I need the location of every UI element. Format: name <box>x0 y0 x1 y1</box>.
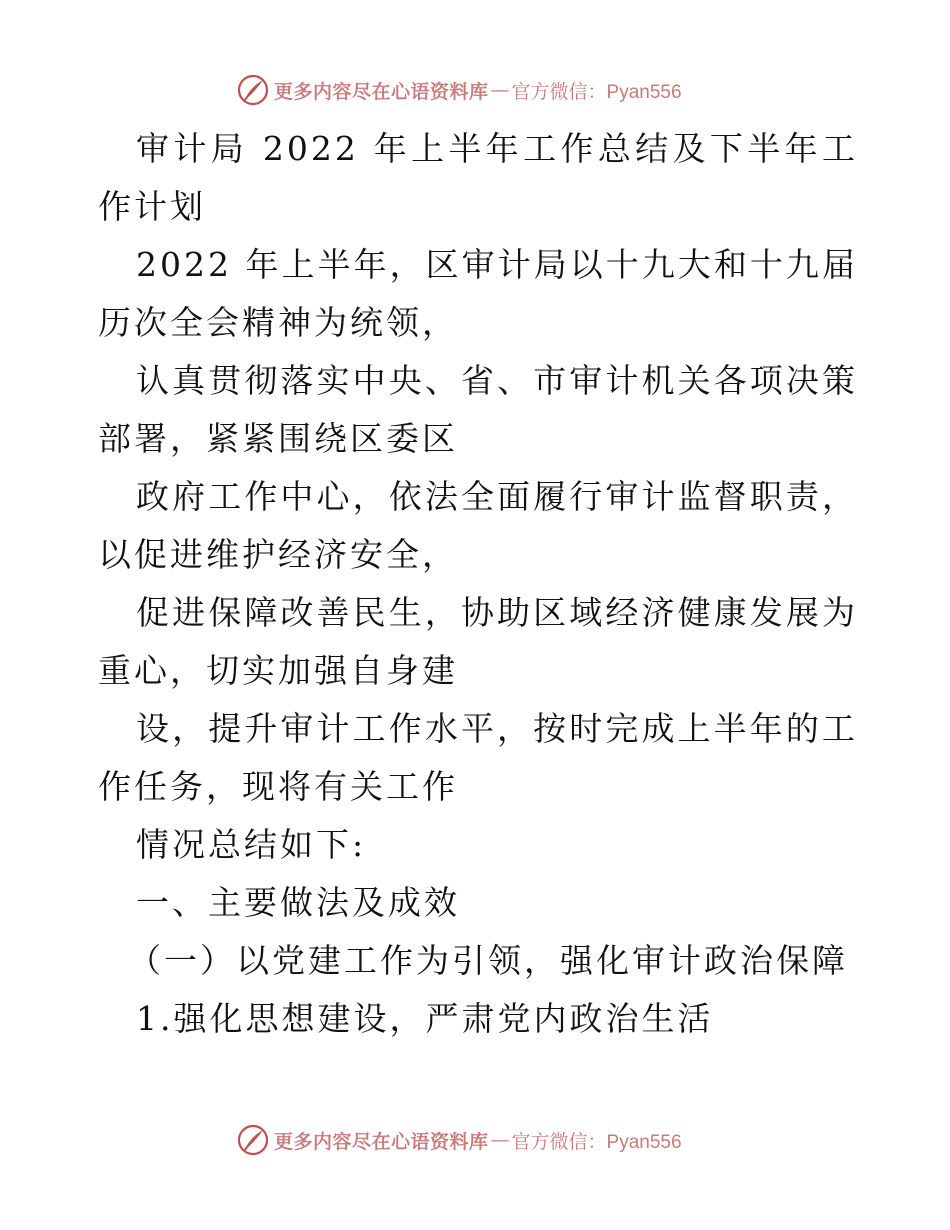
body-paragraph: 认真贯彻落实中央、省、市审计机关各项决策部署，紧紧围绕区委区 <box>98 361 858 458</box>
quill-pen-logo-icon <box>236 73 270 107</box>
item-heading: 1.强化思想建设，严肃党内政治生活 <box>136 999 714 1038</box>
banner-main-text: 更多内容尽在心语资料库 <box>274 1130 489 1153</box>
body-paragraph: 促进保障改善民生，协助区域经济健康发展为重心，切实加强自身建 <box>98 593 858 690</box>
subsection-heading: （一）以党建工作为引领，强化审计政治保障 <box>128 941 848 980</box>
banner-separator: — <box>490 1129 510 1151</box>
banner-wechat-text: 官方微信：Pyan556 <box>511 1131 682 1153</box>
section-heading: 一、主要做法及成效 <box>136 883 460 922</box>
header-watermark-banner <box>236 72 682 108</box>
footer-watermark-banner <box>236 1122 682 1158</box>
body-paragraph: 政府工作中心，依法全面履行审计监督职责，以促进维护经济安全， <box>98 477 858 574</box>
body-paragraph: 2022 年上半年，区审计局以十九大和十九届历次全会精神为统领， <box>98 245 858 342</box>
quill-pen-logo-icon <box>236 1123 270 1157</box>
document-title: 审计局 2022 年上半年工作总结及下半年工作计划 <box>98 129 858 226</box>
banner-separator: — <box>490 79 510 101</box>
banner-wechat-text: 官方微信：Pyan556 <box>511 81 682 103</box>
body-paragraph: 情况总结如下: <box>136 825 367 864</box>
document-body <box>98 120 858 1048</box>
banner-main-text: 更多内容尽在心语资料库 <box>274 80 489 103</box>
body-paragraph: 设，提升审计工作水平，按时完成上半年的工作任务，现将有关工作 <box>98 709 858 806</box>
